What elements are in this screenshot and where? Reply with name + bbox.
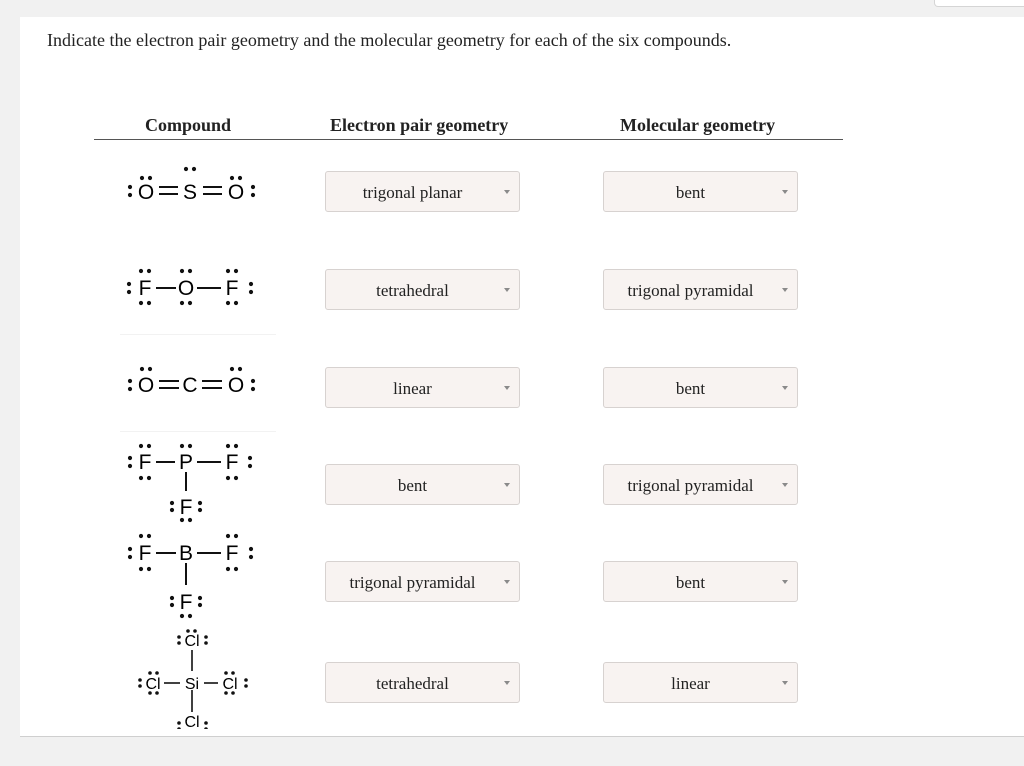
selected-value: tetrahedral: [376, 281, 449, 300]
molecular-geometry-dropdown-of2[interactable]: [603, 269, 798, 310]
atom-f: F: [179, 591, 193, 614]
selected-value: bent: [675, 379, 706, 398]
atom-cl: Cl: [184, 633, 200, 650]
selected-value: tetrahedral: [376, 674, 449, 693]
header-divider: [94, 139, 843, 140]
selected-value: linear: [393, 379, 432, 398]
molecular-geometry-dropdown-bf3[interactable]: [603, 561, 798, 602]
atom-f: F: [138, 451, 152, 474]
electron-pair-dropdown-pf3[interactable]: [325, 464, 520, 505]
atom-f: F: [138, 277, 152, 300]
chevron-down-icon: [504, 386, 510, 390]
electron-pair-dropdown-so2[interactable]: [325, 171, 520, 212]
selected-value: bent: [675, 573, 706, 592]
chevron-down-icon: [504, 681, 510, 685]
molecular-geometry-dropdown-so2[interactable]: [603, 171, 798, 212]
question-prompt: Indicate the electron pair geometry and the molecular geometry for each of the six compounds.: [47, 30, 732, 50]
selected-value: linear: [671, 674, 710, 693]
atom-f: F: [225, 451, 239, 474]
atom-s: S: [182, 181, 198, 204]
molecular-geometry-dropdown-pf3[interactable]: [603, 464, 798, 505]
electron-pair-dropdown-bf3[interactable]: [325, 561, 520, 602]
lewis-structure-sicl4: [120, 624, 270, 729]
chevron-down-icon: [782, 681, 788, 685]
chevron-down-icon: [782, 580, 788, 584]
atom-f: F: [138, 542, 152, 565]
atom-f: F: [179, 496, 193, 519]
selected-value: trigonal planar: [362, 183, 463, 202]
chevron-down-icon: [782, 288, 788, 292]
selected-value: bent: [397, 476, 428, 495]
lewis-structure-so2: [120, 157, 270, 227]
atom-cl: Cl: [145, 676, 161, 693]
chevron-down-icon: [504, 190, 510, 194]
chevron-down-icon: [504, 580, 510, 584]
chevron-down-icon: [782, 386, 788, 390]
atom-f: F: [225, 542, 239, 565]
atom-o: O: [137, 181, 155, 204]
atom-f: F: [225, 277, 239, 300]
molecular-geometry-dropdown-sicl4[interactable]: [603, 662, 798, 703]
chevron-down-icon: [782, 190, 788, 194]
selected-value: trigonal pyramidal: [627, 476, 754, 495]
chevron-down-icon: [782, 483, 788, 487]
header-compound: Compound: [145, 115, 232, 135]
atom-b: B: [178, 542, 194, 565]
atom-cl: Cl: [222, 676, 238, 693]
molecular-geometry-dropdown-co2[interactable]: [603, 367, 798, 408]
atom-o: O: [227, 374, 245, 397]
lewis-structure-co2: [120, 352, 270, 422]
row-divider: [120, 431, 276, 432]
atom-o: O: [137, 374, 155, 397]
question-card: [20, 17, 1024, 737]
atom-o: O: [227, 181, 245, 204]
chevron-down-icon: [504, 483, 510, 487]
atom-cl: Cl: [184, 714, 200, 729]
lewis-structure-of2: [120, 255, 270, 325]
atom-c: C: [182, 374, 198, 397]
lewis-structure-bf3: [120, 529, 270, 624]
selected-value: trigonal pyramidal: [349, 573, 476, 592]
electron-pair-dropdown-of2[interactable]: [325, 269, 520, 310]
selected-value: trigonal pyramidal: [627, 281, 754, 300]
header-electron-pair-geometry: Electron pair geometry: [330, 115, 509, 135]
electron-pair-dropdown-co2[interactable]: [325, 367, 520, 408]
header-molecular-geometry: Molecular geometry: [620, 115, 776, 135]
electron-pair-dropdown-sicl4[interactable]: [325, 662, 520, 703]
row-divider: [120, 334, 276, 335]
top-right-tab: [934, 0, 1024, 7]
lewis-structure-pf3: [120, 437, 270, 527]
atom-p: P: [178, 451, 194, 474]
atom-o: O: [177, 277, 195, 300]
atom-si: Si: [184, 676, 200, 693]
selected-value: bent: [675, 183, 706, 202]
chevron-down-icon: [504, 288, 510, 292]
